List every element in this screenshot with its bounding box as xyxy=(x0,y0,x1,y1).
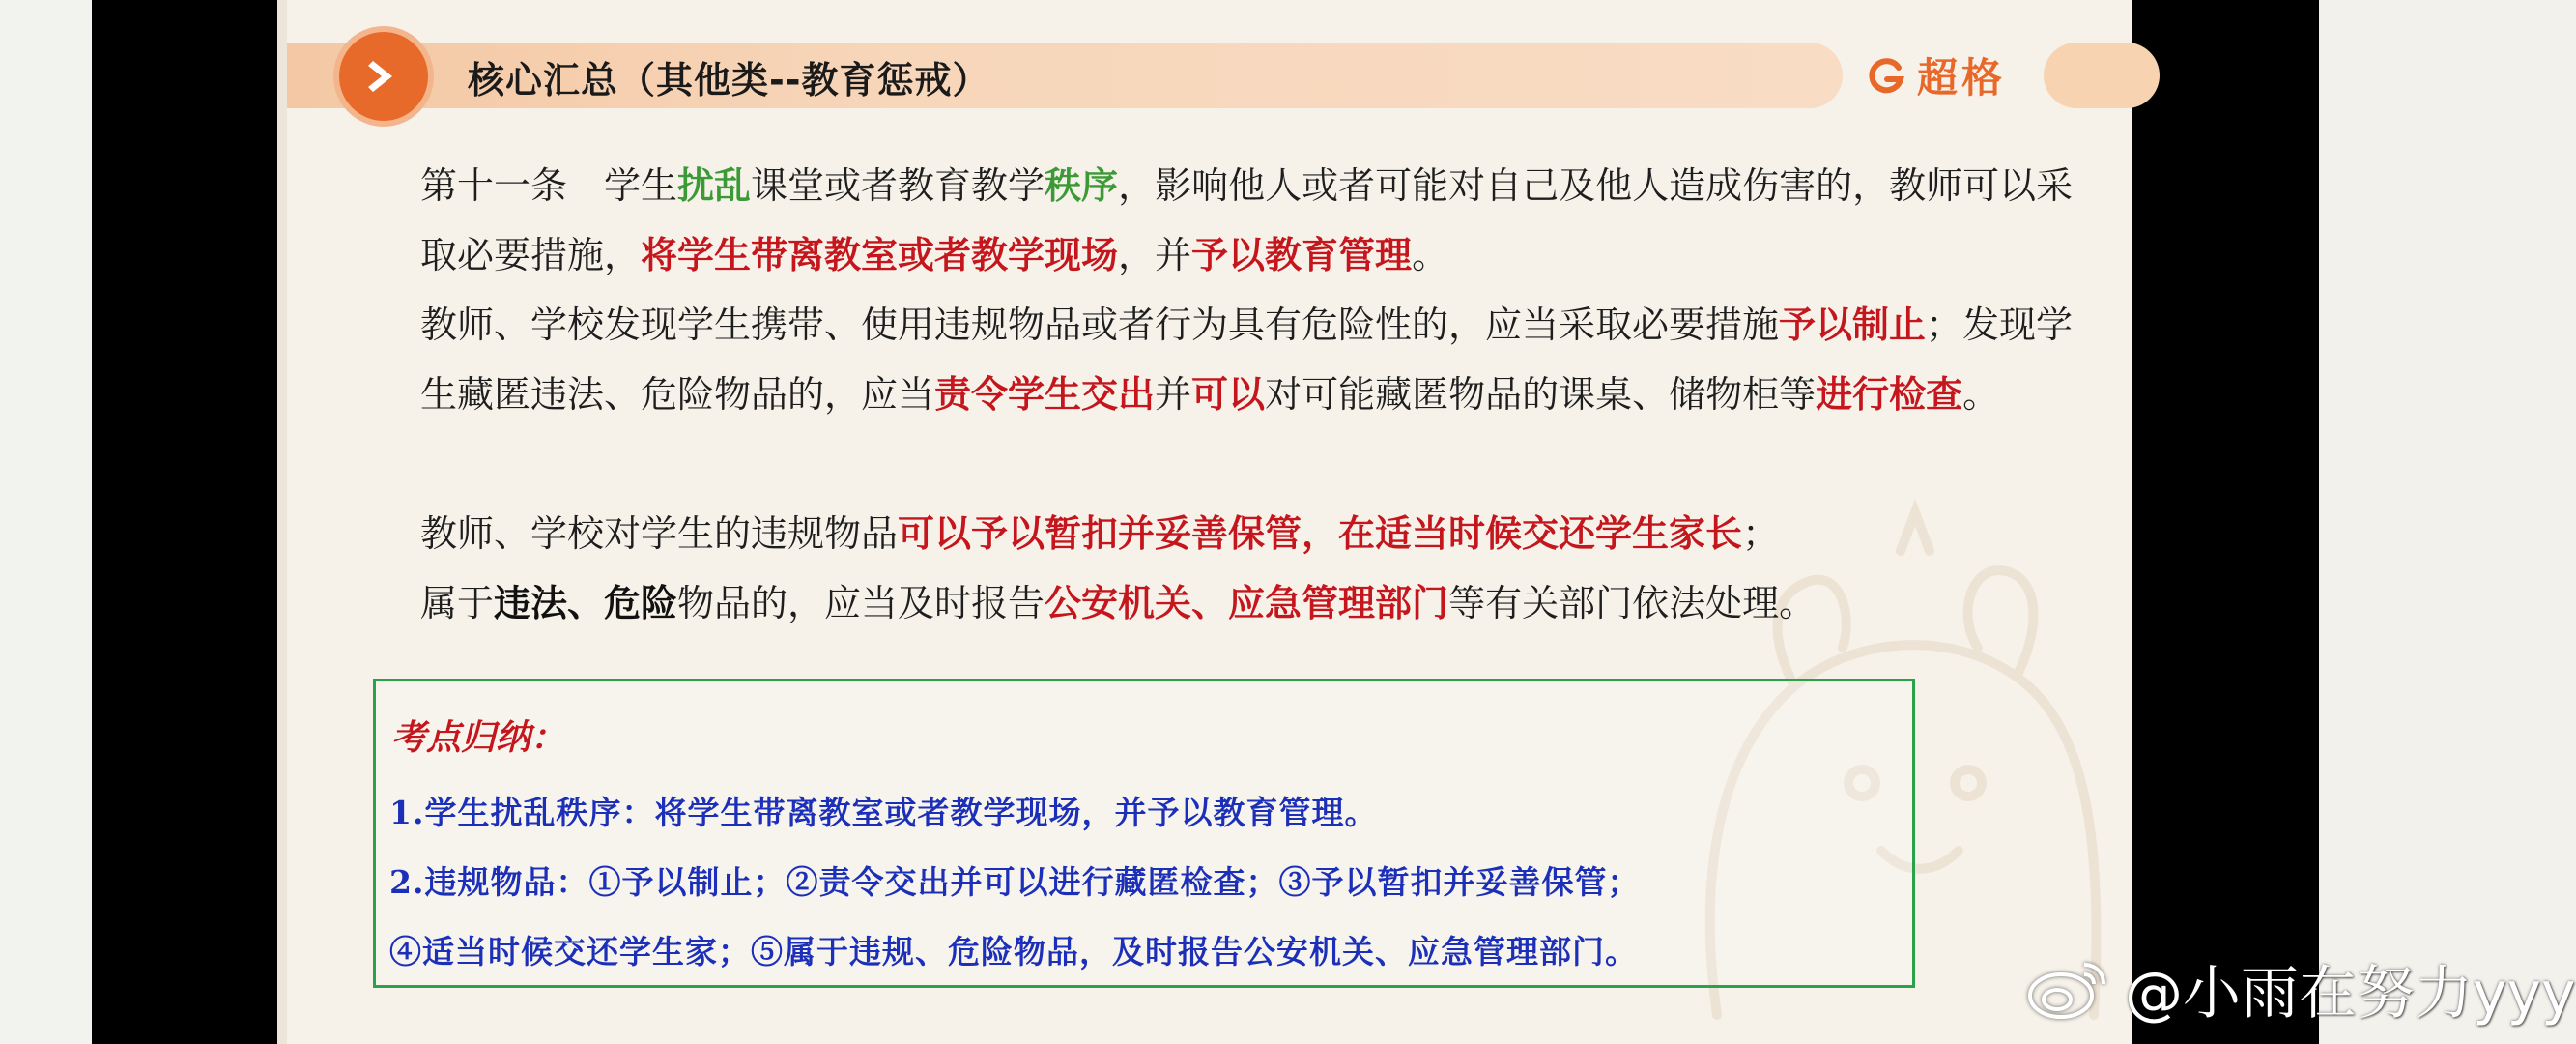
text-span: 第十一条 学生 xyxy=(420,164,678,207)
green-emphasis: 秩序 xyxy=(1045,164,1119,207)
red-emphasis: 责令学生交出 xyxy=(934,373,1156,416)
text-span: ； xyxy=(1742,512,1780,555)
left-letterbox xyxy=(92,0,277,1044)
text-span: 课堂或者教育教学 xyxy=(751,164,1045,207)
slide-edge xyxy=(277,0,287,1044)
text-span: ，影响他人或者可能对自己及他人造成伤害的，教师可以采取必要措施， xyxy=(420,164,2074,276)
article-paragraph-1 xyxy=(343,151,2092,290)
watermark-handle: @小雨在努力yyy xyxy=(2125,960,2576,1028)
red-emphasis: 可以予以暂扣并妥善保管 xyxy=(898,512,1302,555)
weibo-watermark xyxy=(2024,947,2576,1030)
text-span: 教师、学校发现学生携带、使用违规物品或者行为具有危险性的，应当采取必要措施 xyxy=(420,304,1780,346)
text-span: ；发现学生藏匿违法、危险物品的，应当 xyxy=(420,304,2074,416)
brand-logo xyxy=(1867,46,2006,104)
green-emphasis: 扰乱 xyxy=(677,164,752,207)
text-span: 教师、学校对学生的违规物品 xyxy=(420,512,899,555)
text-span: 物品的，应当及时报告 xyxy=(677,582,1045,624)
article-paragraph-3 xyxy=(343,499,2092,568)
right-letterbox xyxy=(2132,0,2319,1044)
summary-title: 考点归纳： xyxy=(391,717,566,758)
weibo-icon xyxy=(2024,955,2111,1023)
red-emphasis: 可以 xyxy=(1191,373,1266,416)
text-span: 。 xyxy=(1412,234,1449,276)
red-emphasis: 在适当时候交还学生家长 xyxy=(1338,512,1743,555)
red-emphasis: 予以制止 xyxy=(1779,304,1927,346)
text-span: 对可能藏匿物品的课桌、储物柜等 xyxy=(1265,373,1817,416)
red-emphasis: ， xyxy=(1302,512,1339,555)
red-emphasis: 公安机关、应急管理部门 xyxy=(1045,582,1449,624)
left-background-strip xyxy=(0,0,92,1044)
header-pill-decoration xyxy=(2044,43,2160,108)
red-emphasis: 予以教育管理 xyxy=(1191,234,1413,276)
red-emphasis: 将学生带离教室或者教学现场 xyxy=(641,234,1119,276)
red-emphasis: 进行检查 xyxy=(1816,373,1963,416)
summary-box xyxy=(373,679,1915,988)
slide xyxy=(277,0,2576,1044)
text-span: ，并 xyxy=(1118,234,1192,276)
text-span: 属于 xyxy=(420,582,495,624)
text-span: 。 xyxy=(1962,373,2000,416)
bold-emphasis: 违法、危险 xyxy=(494,582,678,624)
text-span: 等有关部门依法处理。 xyxy=(1448,582,1817,624)
summary-line: ④适当时候交还学生家；⑤属于违规、危险物品，及时报告公安机关、应急管理部门。 xyxy=(389,933,1638,971)
page-title: 核心汇总（其他类--教育惩戒） xyxy=(468,59,990,102)
summary-line: 1.学生扰乱秩序：将学生带离教室或者教学现场，并予以教育管理。 xyxy=(389,794,1378,831)
summary-line: 2.违规物品：①予以制止；②责令交出并可以进行藏匿检查；③予以暂扣并妥善保管； xyxy=(389,863,1641,901)
article-paragraph-4 xyxy=(343,568,2092,638)
brand-g-icon xyxy=(1867,56,1905,95)
article-paragraph-2 xyxy=(343,290,2092,429)
brand-name: 超格 xyxy=(1917,54,2007,102)
chevron-right-icon xyxy=(339,32,428,121)
text-span: 并 xyxy=(1155,373,1192,416)
